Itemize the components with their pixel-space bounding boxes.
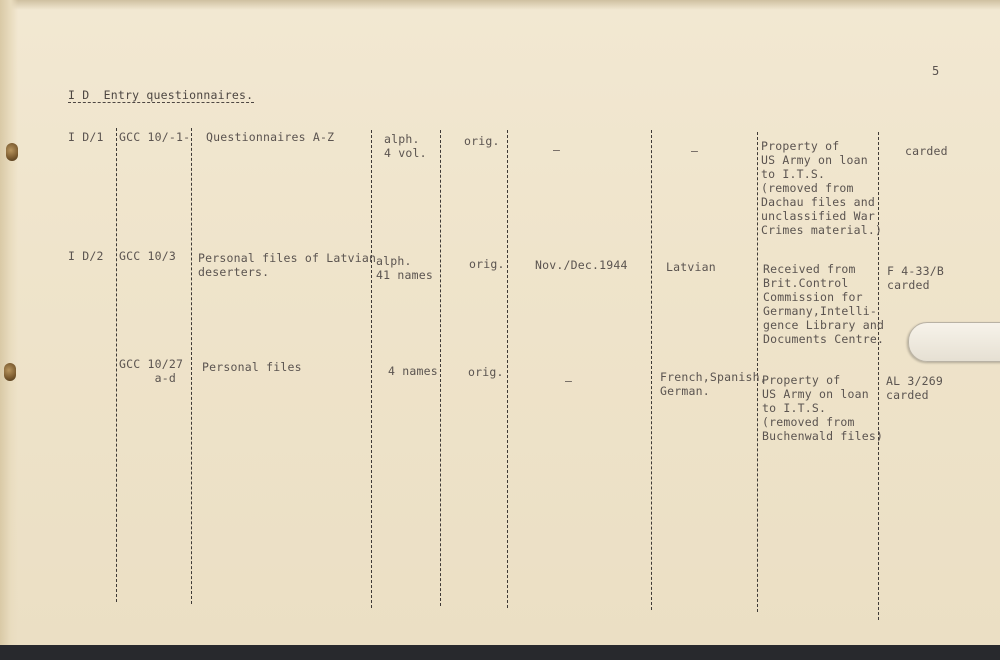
entry-period: – (565, 374, 573, 388)
section-title: I D Entry questionnaires. (68, 88, 254, 102)
entry-period: – (553, 143, 561, 157)
entry-form: orig. (464, 134, 500, 148)
entry-id: I D/2 (68, 249, 104, 263)
entry-cross-ref: carded (905, 144, 948, 158)
entry-cross-ref: F 4-33/B carded (887, 264, 944, 292)
entry-ref: GCC 10/3 (119, 249, 176, 263)
column-divider (440, 130, 441, 606)
section-title-underline (68, 102, 254, 103)
entry-cross-ref: AL 3/269 carded (886, 374, 943, 402)
entry-language: French,Spanish, German. (660, 370, 767, 398)
background-edge (0, 645, 1000, 660)
entry-remarks: Received from Brit.Control Commission for Germany,Intelli- gence Library and Documents Centre. (763, 262, 885, 346)
column-divider (651, 130, 652, 610)
entry-arrangement: alph. 4 vol. (384, 132, 427, 160)
entry-title: Personal files of Latvian deserters. (198, 251, 377, 279)
entry-period: Nov./Dec.1944 (535, 258, 628, 272)
entry-ref: GCC 10/27 a-d (119, 357, 184, 385)
entry-form: orig. (468, 365, 504, 379)
bookmark-tab (908, 322, 1000, 362)
entry-title: Personal files (202, 360, 302, 374)
binder-ring-top (6, 143, 18, 161)
column-divider (371, 130, 372, 608)
entry-language: – (691, 144, 699, 158)
column-divider (116, 128, 117, 602)
page-top-shadow (0, 0, 1000, 10)
entry-language: Latvian (666, 260, 716, 274)
entry-id: I D/1 (68, 130, 104, 144)
page-number: 5 (932, 64, 940, 78)
binder-ring-bottom (4, 363, 16, 381)
entry-remarks: Property of US Army on loan to I.T.S. (removed from Buchenwald files) (762, 373, 884, 443)
entry-ref: GCC 10/-1- (119, 130, 191, 144)
column-divider (507, 130, 508, 608)
column-divider (191, 128, 192, 604)
entry-remarks: Property of US Army on loan to I.T.S. (removed from Dachau files and unclassified War Crimes material.) (761, 139, 883, 237)
entry-arrangement: alph. 41 names (376, 254, 433, 282)
binding-edge (0, 0, 18, 645)
entry-form: orig. (469, 257, 505, 271)
entry-arrangement: 4 names (388, 364, 438, 378)
entry-title: Questionnaires A-Z (206, 130, 335, 144)
